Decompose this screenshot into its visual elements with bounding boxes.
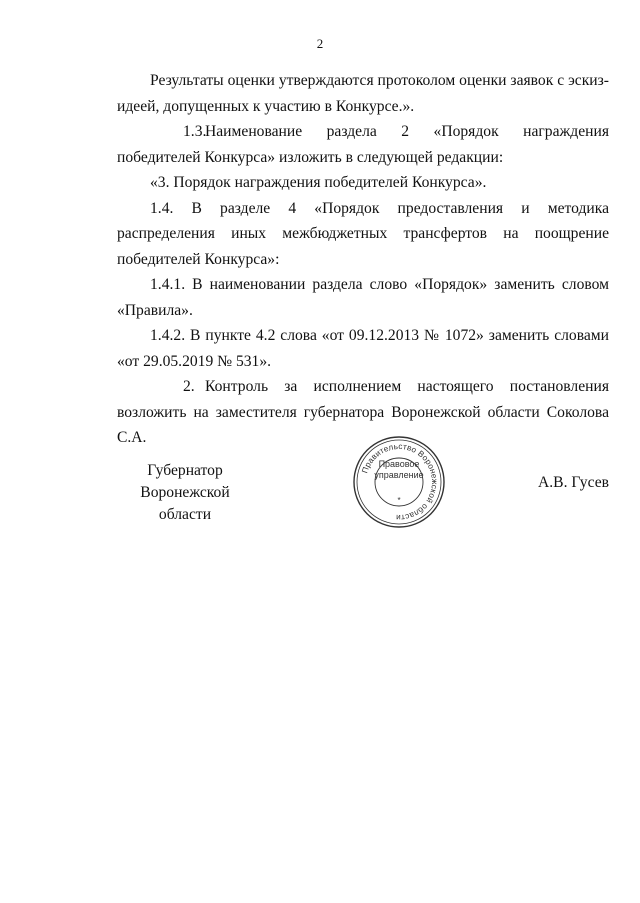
stamp-center-line2: управление (374, 469, 424, 480)
stamp-center-line1: Правовое (378, 458, 420, 469)
stamp-star: * (397, 495, 401, 505)
signer-title-line2: Воронежской области (140, 484, 230, 523)
paragraph-section-title: «3. Порядок награждения победителей Конкурса». (150, 174, 487, 191)
document-body (117, 68, 609, 451)
official-stamp (349, 432, 449, 532)
signer-name: А.В. Гусев (538, 474, 609, 491)
signature-block (117, 441, 609, 532)
stamp-center (349, 432, 449, 532)
signer-title (117, 460, 253, 526)
paragraph-1-4-1: 1.4.1. В наименовании раздела слово «Порядок» заменить словом «Правила». (117, 276, 609, 319)
paragraph-1-4-2: 1.4.2. В пункте 4.2 слова «от 09.12.2013 № 1072» заменить словами «от 29.05.2019 № 531». (117, 327, 609, 370)
paragraph-text: Контроль за исполнением настоящего постановления возложить на заместителя губернатора Воронежской области Соколова С.А. (117, 378, 609, 446)
paragraph-1-3 (117, 119, 609, 170)
paragraph-protocol: Результаты оценки утверждаются протоколом оценки заявок с эскиз-идеей, допущенных к участию в Конкурсе.». (117, 72, 609, 115)
paragraph-text: Наименование раздела 2 «Порядок награждения победителей Конкурса» изложить в следующей редакции: (117, 123, 609, 166)
page-number: 2 (316, 36, 324, 51)
signer-title-line1: Губернатор (147, 462, 223, 479)
svg-text:Правительство Воронежской обла: Правительство Воронежской области (360, 441, 440, 523)
paragraph-1-4: 1.4. В разделе 4 «Порядок предоставления и методика распределения иных межбюджетных трансфертов на поощрение победителей Конкурса»: (117, 199, 609, 268)
paragraph-number: 2. (183, 378, 195, 395)
paragraph-number: 1.3. (183, 123, 207, 140)
